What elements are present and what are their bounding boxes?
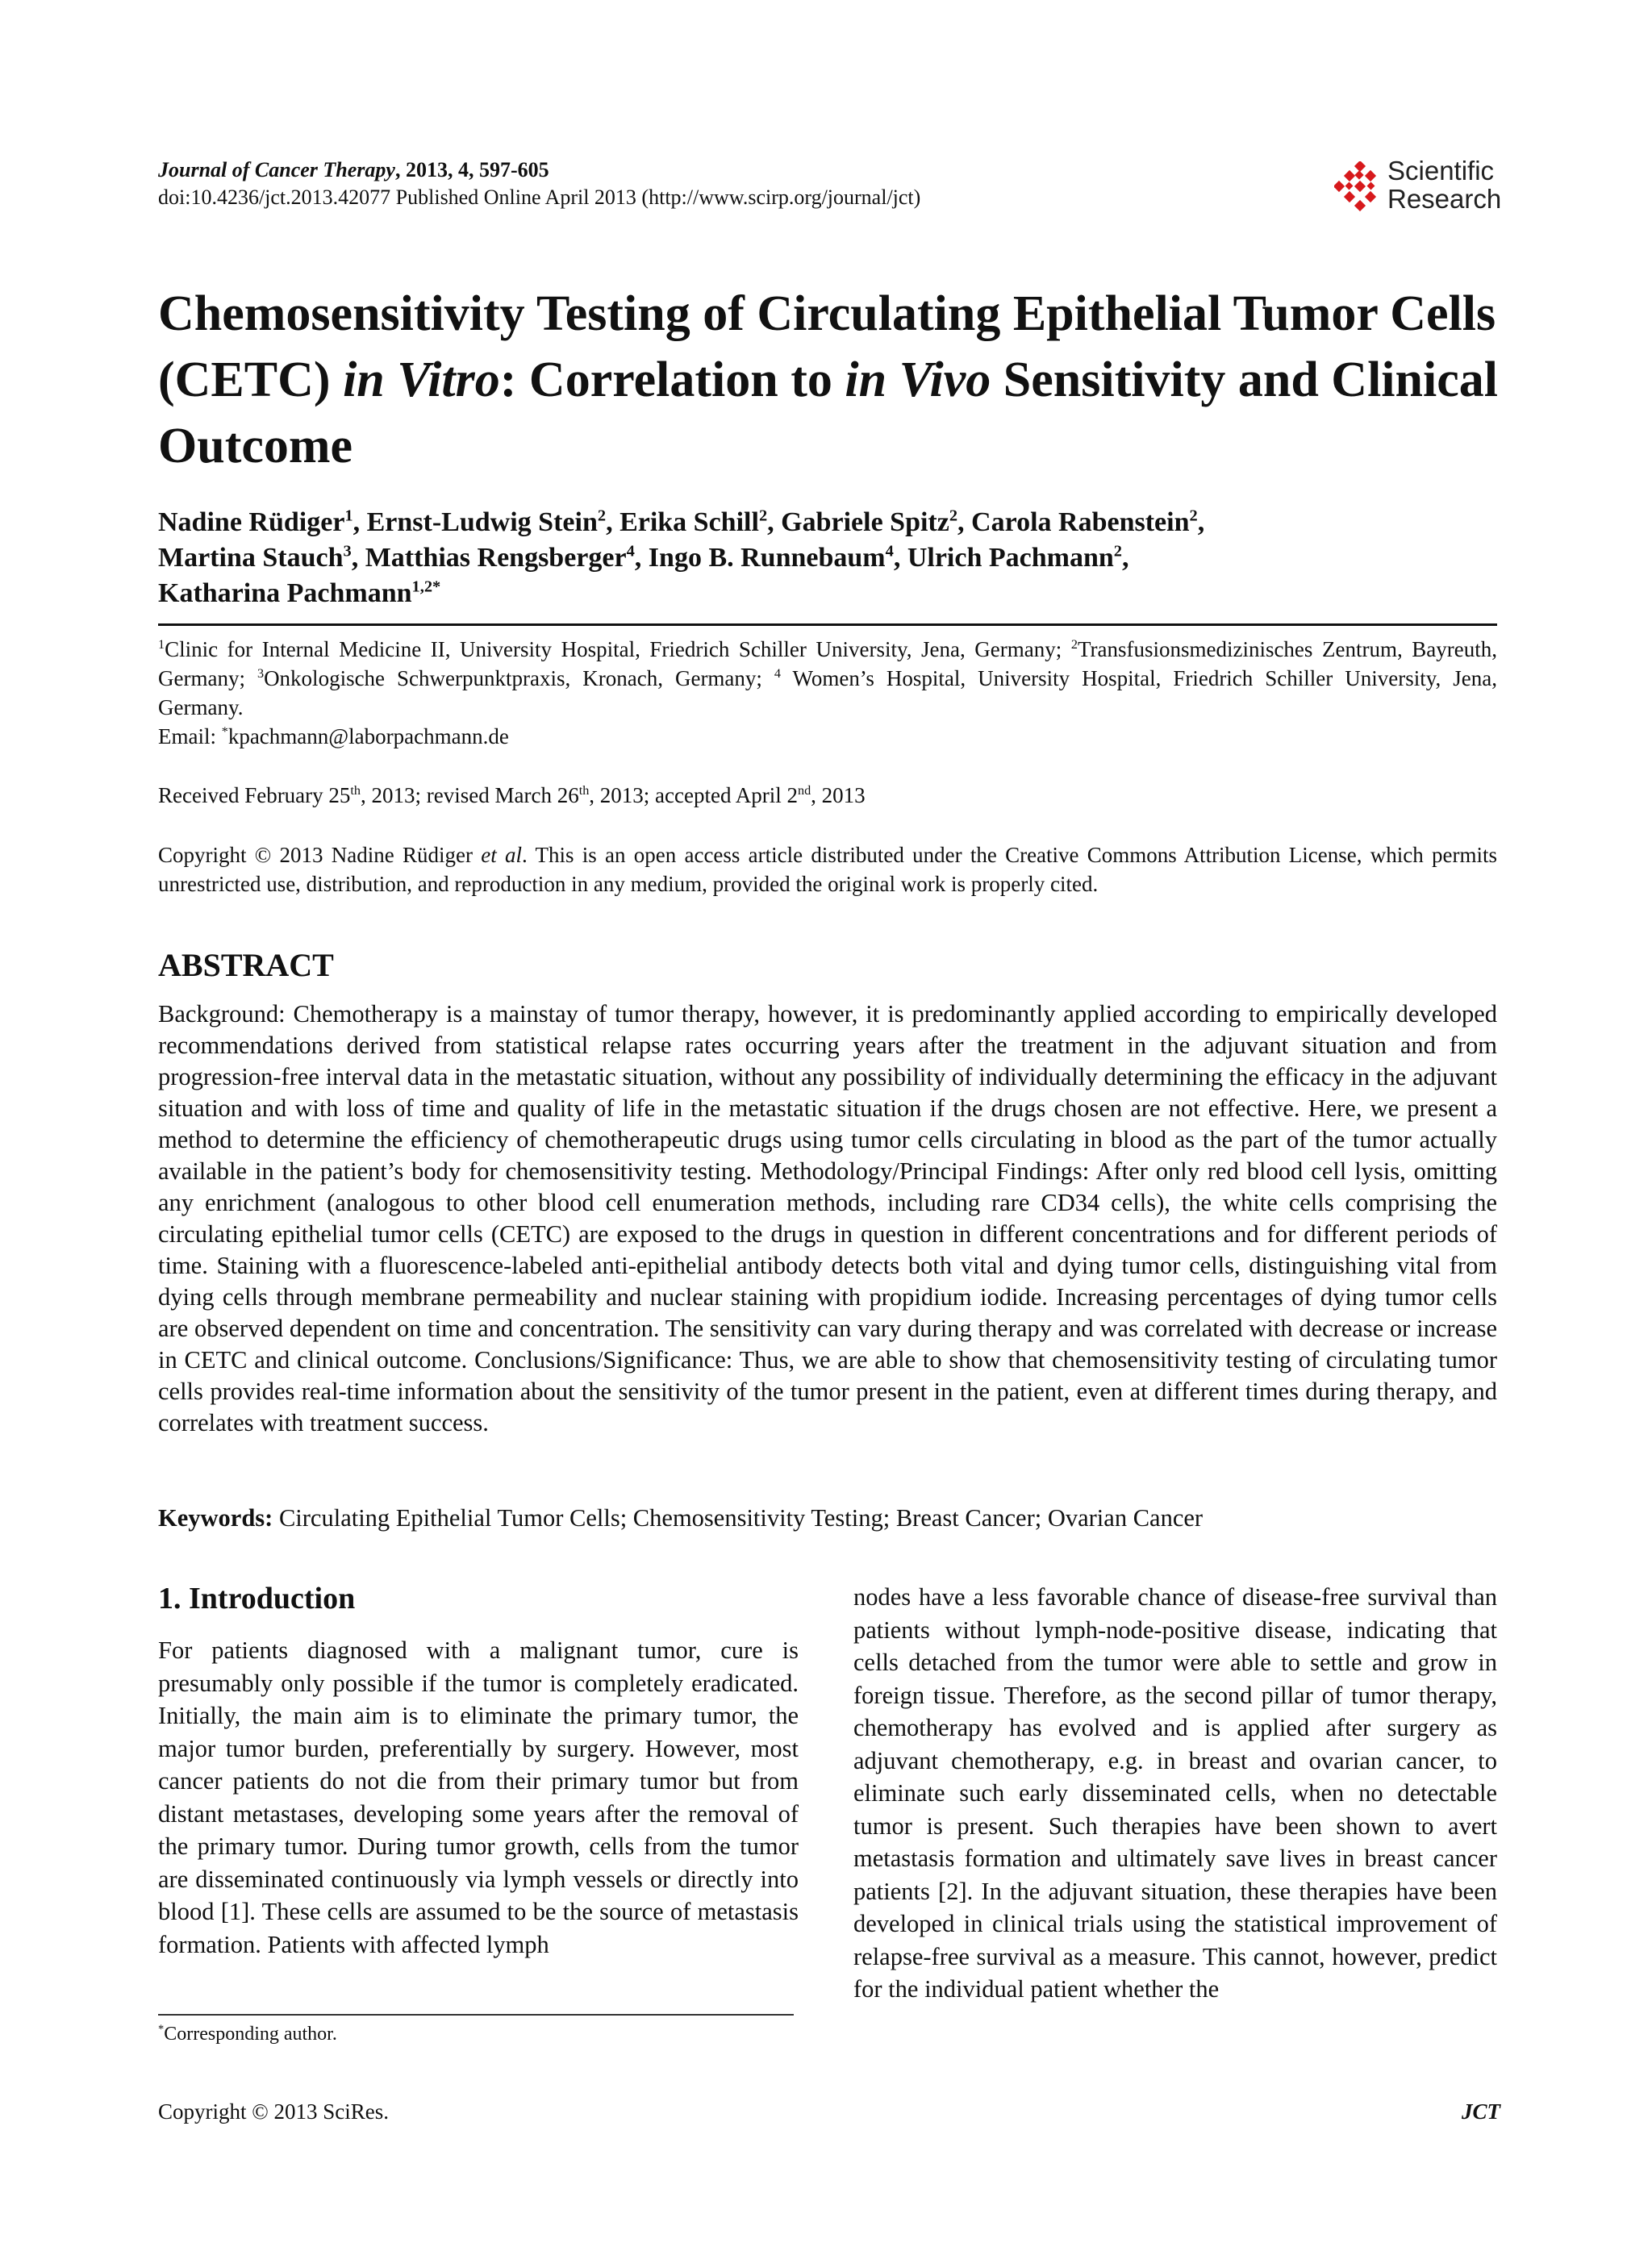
- keywords-text: Circulating Epithelial Tumor Cells; Chemosensitivity Testing; Breast Cancer; Ovarian Cancer: [273, 1504, 1204, 1532]
- affiliation-text: $^1$Clinic for Internal Medicine II, University Hospital, Friedrich Schiller University, Jena, Germany; $^2$Transfusionsmedizinisches Zentrum, Bayreuth, Germany; $^3$Onkologische Schwerpunktpraxis, Kronach, Germany; $^4$ Women’s Hospital, University Hospital, Friedrich Schiller University, Jena, Germany.: [158, 637, 1497, 719]
- author-list: [158, 505, 1513, 611]
- author: Ernst-Ludwig Stein$^2$,: [366, 507, 620, 537]
- header-divider: [158, 623, 1497, 626]
- section-heading-introduction: 1. Introduction: [158, 1582, 356, 1616]
- keywords-label: Keywords:: [158, 1504, 273, 1532]
- affiliations: [158, 635, 1497, 751]
- footer-journal-abbrev: JCT: [1461, 2099, 1500, 2124]
- abstract-heading: ABSTRACT: [158, 947, 334, 983]
- diamond-cluster-icon: [1334, 161, 1384, 211]
- email-line: Email: *kpachmann@laborpachmann.de: [158, 724, 509, 748]
- author: Martina Stauch$^3$,: [158, 542, 365, 573]
- author: Gabriele Spitz$^2$,: [781, 507, 972, 537]
- doi-line: doi:10.4236/jct.2013.42077 Published Online April 2013 (http://www.scirp.org/journal/jct): [158, 186, 921, 209]
- logo-wordmark: [1387, 156, 1501, 213]
- author: Katharina Pachmann$^{1,2*}$: [158, 577, 441, 608]
- footnote-divider: [158, 2014, 794, 2016]
- keywords: [158, 1502, 1497, 1534]
- received-dates: Received February 25th, 2013; revised March 26th, 2013; accepted April 2nd, 2013: [158, 783, 866, 807]
- intro-column-right: nodes have a less favorable chance of disease-free survival than patients without lymph-node-positive disease, indicating that cells detached from the tumor were able to settle and grow in foreign tissue. Therefore, as the second pillar of tumor therapy, chemotherapy has evolved and is applied after surgery as adjuvant chemotherapy, e.g. in breast and ovarian cancer, to eliminate such early disseminated cells, when no detectable tumor is present. Such therapies have been shown to avert metastasis formation and ultimately save lives in breast cancer patients [2]. In the adjuvant situation, these therapies have been developed in clinical trials using the statistical improvement of relapse-free survival as a measure. This cannot, however, predict for the individual patient whether the: [853, 1583, 1497, 2003]
- abstract-body: Background: Chemotherapy is a mainstay of tumor therapy, however, it is predominantly applied according to empirically developed recommendations derived from statistical relapse rates occurring years after the treatment in the adjuvant situation and from progression-free interval data in the metastatic situation, without any possibility of individually determining the efficacy in the adjuvant situation and with loss of time and quality of life in the metastatic situation if the drugs chosen are not effective. Here, we present a method to determine the efficiency of chemotherapeutic drugs using tumor cells circulating in blood as the part of the tumor actually available in the patient’s body for chemosensitivity testing. Methodology/Principal Findings: After only red blood cell lysis, omitting any enrichment (analogous to other blood cell enumeration methods, including rare CD34 cells), the white cells comprising the circulating epithelial tumor cells (CETC) are exposed to the drugs in question in different concentrations and for different periods of time. Staining with a fluorescence-labeled anti-epithelial antibody detects both vital and dying tumor cells, distinguishing vital from dying cells through membrane permeability and nuclear staining with propidium iodide. Increasing percentages of dying tumor cells are observed dependent on time and concentration. The sensitivity can vary during therapy and was correlated with decrease or increase in CETC and clinical outcome. Conclusions/Significance: Thus, we are able to show that chemosensitivity testing of circulating tumor cells provides real-time information about the sensitivity of the tumor present in the patient, even at different times during therapy, and correlates with treatment success.: [158, 1000, 1497, 1436]
- intro-column-left: For patients diagnosed with a malignant tumor, cure is presumably only possible if the tumor is completely eradicated. Initially, the main aim is to eliminate the primary tumor, the major tumor burden, preferentially by surgery. However, most cancer patients do not die from their primary tumor but from distant metastases, developing some years after the removal of the primary tumor. During tumor growth, cells from the tumor are disseminated continuously via lymph vessels or directly into blood [1]. These cells are assumed to be the source of metastasis formation. Patients with affected lymph: [158, 1636, 799, 1958]
- journal-citation: [158, 156, 1126, 184]
- author: Erika Schill$^2$,: [620, 507, 782, 537]
- email-link[interactable]: kpachmann@laborpachmann.de: [227, 724, 509, 748]
- journal-name: Journal of Cancer Therapy: [158, 158, 395, 181]
- logo-line-2: Research: [1387, 184, 1502, 214]
- author: Ulrich Pachmann$^2$,: [907, 542, 1129, 573]
- copyright-note: Copyright © 2013 Nadine Rüdiger et al. This is an open access article distributed under the Creative Commons Attribution License, which permits unrestricted use, distribution, and reproduction in any medium, provided the original work is properly cited.: [158, 843, 1497, 896]
- author: Carola Rabenstein$^2$,: [971, 507, 1205, 537]
- footer-copyright: Copyright © 2013 SciRes.: [158, 2099, 390, 2124]
- running-head: [158, 156, 1126, 211]
- author: Nadine Rüdiger$^1$,: [158, 507, 367, 537]
- article-title: Chemosensitivity Testing of Circulating Epithelial Tumor Cells (CETC) in Vitro: Correlation to in Vivo Sensitivity and Clinical Outcome: [158, 286, 1498, 473]
- author: Matthias Rengsberger$^4$,: [365, 542, 649, 573]
- logo-line-1: Scientific: [1387, 156, 1495, 186]
- publisher-logo: [1334, 153, 1504, 218]
- author: Ingo B. Runnebaum$^4$,: [648, 542, 907, 573]
- journal-meta: , 2013, 4, 597-605: [394, 158, 549, 181]
- footnote: *Corresponding author.: [158, 2023, 337, 2045]
